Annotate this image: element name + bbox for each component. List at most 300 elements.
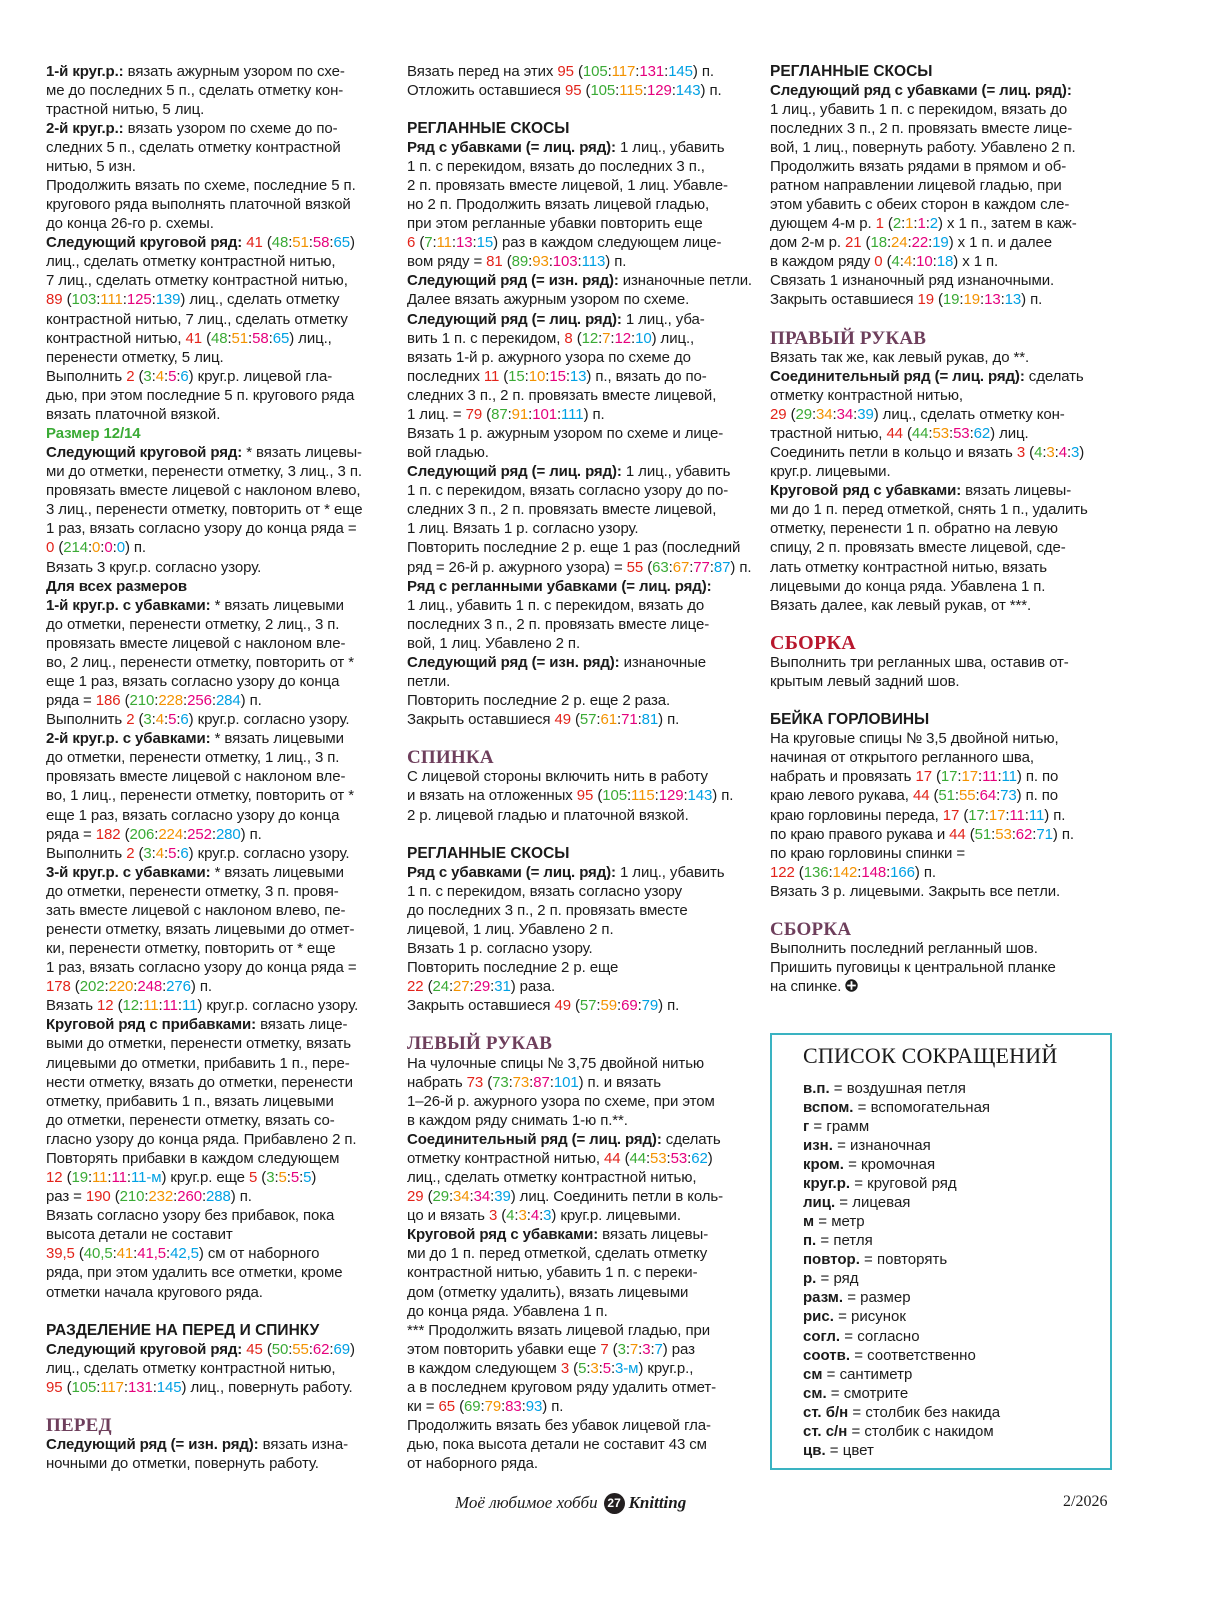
- size-value-2: 214: [63, 539, 88, 557]
- size-value-5: 10: [635, 329, 652, 347]
- text-line: [407, 939, 752, 958]
- line-content: [770, 443, 1084, 462]
- section-heading: [407, 1034, 752, 1053]
- size-value-3: 228: [158, 692, 184, 710]
- size-value-3: 27: [453, 978, 470, 996]
- size-close-paren: ): [583, 405, 589, 423]
- text-run: 1 лиц., убавить 1 п. с перекидом, вязать до: [770, 100, 1068, 118]
- size-value-1: 2: [126, 367, 135, 385]
- size-separator: :: [469, 1188, 474, 1206]
- text-run: лиц., сделать отметку: [185, 291, 340, 309]
- abbreviation-definition: петля: [833, 1232, 873, 1250]
- text-line: [46, 1340, 390, 1359]
- abbreviation-separator: =: [816, 1270, 834, 1288]
- text-line: [46, 920, 390, 939]
- size-value-2: 12: [122, 997, 139, 1015]
- size-value-4: 12: [614, 329, 631, 347]
- size-separator: :: [472, 234, 477, 252]
- abbreviation-definition: вспомогательная: [870, 1098, 991, 1116]
- size-close-paren: ): [707, 1149, 713, 1167]
- line-content: [770, 481, 1071, 500]
- text-run: гласно узору до конца ряда. Прибавлено 2 п.: [46, 1130, 357, 1148]
- size-separator: :: [654, 787, 659, 805]
- line-content: [407, 1130, 721, 1149]
- text-run: вой, 1 лиц. Убавлено 2 п.: [407, 634, 581, 652]
- size-separator: :: [668, 558, 673, 576]
- size-value-2: 63: [652, 558, 669, 576]
- size-values: [577, 787, 717, 804]
- line-content: [46, 271, 348, 290]
- size-value-5: 113: [581, 253, 606, 271]
- size-value-5: 280: [215, 825, 241, 843]
- text-line: [46, 500, 390, 519]
- text-line: [407, 1340, 752, 1359]
- size-separator: :: [913, 215, 918, 233]
- text-run: до конца ряда. Убавлена 1 п.: [407, 1302, 608, 1320]
- text-line: [770, 672, 1112, 691]
- size-separator: :: [857, 863, 862, 881]
- section-heading: [770, 710, 1112, 729]
- text-run: п.: [1049, 806, 1066, 824]
- size-separator: :: [907, 234, 912, 252]
- text-line: [407, 1454, 752, 1473]
- text-line: [407, 1187, 752, 1206]
- line-content: [770, 119, 1072, 138]
- size-open-paren: (: [482, 405, 492, 423]
- size-value-4: 125: [126, 291, 152, 309]
- text-line: [407, 577, 752, 596]
- abbreviation-definition: сантиметр: [839, 1365, 913, 1383]
- size-value-3: 51: [231, 329, 249, 347]
- size-separator: :: [959, 291, 964, 309]
- size-separator: :: [164, 367, 169, 385]
- line-content: [770, 958, 1056, 977]
- size-open-paren: (: [455, 1397, 465, 1415]
- text-line: [46, 1054, 390, 1073]
- text-run: Вязать: [46, 997, 98, 1015]
- abbreviation-term: цв.: [803, 1441, 826, 1459]
- abbreviation-term: круг.р.: [803, 1174, 851, 1192]
- size-separator: :: [151, 367, 156, 385]
- text-line: [46, 386, 390, 405]
- text-run: Повторить последние 2 р. еще: [407, 959, 619, 977]
- line-content: [46, 767, 345, 786]
- size-separator: :: [526, 1207, 531, 1225]
- size-separator: :: [286, 1169, 291, 1187]
- text-run: еще 1 раз, вязать согласно узору до конца: [46, 806, 340, 824]
- text-run: 1–26-й р. ажурного узора по схеме, при этом: [407, 1092, 715, 1110]
- size-close-paren: ): [1079, 444, 1085, 462]
- size-separator: :: [201, 1188, 207, 1206]
- line-content: [407, 1378, 716, 1397]
- size-value-1: 41: [246, 234, 263, 252]
- text-line: [407, 1283, 752, 1302]
- abbreviation-item: [803, 1212, 1103, 1231]
- size-value-5: 101: [553, 1073, 579, 1091]
- line-content: [407, 519, 639, 538]
- text-line: [407, 1397, 752, 1416]
- abbreviation-item: [803, 1403, 1103, 1422]
- size-separator: :: [637, 711, 642, 729]
- text-run: зать вместе лицевой с наклоном влево, пе-: [46, 901, 346, 919]
- size-open-paren: (: [572, 329, 582, 347]
- text-line: [46, 1359, 390, 1378]
- text-run: п.: [195, 978, 212, 996]
- text-line: [770, 558, 1112, 577]
- text-line: [407, 62, 752, 81]
- text-run: ки, перенести отметку, повторить от * еще: [46, 940, 336, 958]
- size-open-paren: (: [882, 253, 892, 271]
- size-separator: :: [1000, 291, 1005, 309]
- size-value-2: 48: [210, 329, 228, 347]
- text-run: ки =: [407, 1397, 439, 1415]
- size-value-4: 22: [911, 234, 929, 252]
- bold-label: Следующий ряд (= лиц. ряд):: [407, 310, 622, 328]
- line-content: [770, 653, 1069, 672]
- size-separator: :: [133, 1245, 138, 1263]
- line-content: [407, 443, 489, 462]
- size-value-5: 3: [543, 1207, 552, 1225]
- size-value-4: 13: [984, 291, 1001, 309]
- size-close-paren: ): [124, 539, 130, 557]
- abbreviation-term: разм.: [803, 1289, 844, 1307]
- text-line: [407, 672, 752, 691]
- abbreviation-separator: =: [850, 1346, 868, 1364]
- text-line: [46, 901, 390, 920]
- size-value-4: 11: [982, 768, 998, 786]
- text-line: [407, 424, 752, 443]
- abbreviation-separator: =: [853, 1098, 871, 1116]
- left-column: [46, 62, 390, 1474]
- text-line: [770, 367, 1112, 386]
- text-line: [407, 519, 752, 538]
- text-line: [407, 1321, 752, 1340]
- size-separator: :: [980, 291, 985, 309]
- size-value-2: 73: [492, 1073, 509, 1091]
- text-run: х 1 п.: [958, 253, 999, 271]
- size-value-3: 0: [92, 539, 101, 557]
- size-value-1: 44: [604, 1149, 621, 1167]
- text-line: [407, 596, 752, 615]
- size-separator: :: [529, 1073, 534, 1091]
- size-value-3: 61: [600, 711, 617, 729]
- text-run: вом ряду =: [407, 253, 487, 271]
- size-value-5: 62: [973, 424, 991, 442]
- text-line: [407, 462, 752, 481]
- text-line: [46, 329, 390, 348]
- abbreviation-separator: =: [843, 1155, 862, 1173]
- size-value-2: 29: [432, 1188, 449, 1206]
- size-separator: :: [545, 367, 550, 385]
- line-content: [46, 958, 356, 977]
- abbreviation-item: [803, 1346, 1103, 1365]
- text-line: [46, 233, 390, 252]
- text-run: вязать ажурным узором по схе-: [123, 62, 345, 80]
- size-value-2: 19: [71, 1169, 88, 1187]
- text-line: [46, 767, 390, 786]
- abbreviation-item: [803, 1193, 1103, 1212]
- text-line: [407, 252, 752, 271]
- text-line: [407, 481, 752, 500]
- size-values: [439, 1398, 548, 1415]
- size-value-2: 17: [968, 806, 985, 824]
- size-separator: :: [948, 424, 954, 442]
- line-content: [770, 195, 1069, 214]
- size-separator: :: [596, 711, 601, 729]
- text-line: [407, 806, 752, 825]
- size-value-2: 3: [266, 1169, 275, 1187]
- text-line: [46, 1206, 390, 1225]
- size-value-1: 73: [466, 1073, 484, 1091]
- size-separator: :: [645, 1149, 651, 1167]
- size-separator: :: [598, 329, 603, 347]
- line-content: [407, 214, 703, 233]
- text-line: [770, 100, 1112, 119]
- size-value-1: 6: [407, 234, 416, 252]
- abbreviation-definition: столбик без накида: [865, 1403, 1001, 1421]
- text-run: х 1 п., затем в каж-: [942, 215, 1077, 233]
- line-content: [46, 519, 356, 538]
- line-content: [46, 691, 262, 710]
- text-run: в каждом ряду: [770, 253, 875, 271]
- size-value-1: 190: [85, 1188, 111, 1206]
- size-value-5: 6: [180, 844, 189, 862]
- text-run: *** Продолжить вязать лицевой гладью, при: [407, 1321, 710, 1339]
- size-separator: :: [490, 978, 495, 996]
- size-value-1: 0: [46, 539, 55, 557]
- size-separator: :: [177, 997, 182, 1015]
- size-values: [554, 711, 663, 728]
- size-values: [46, 978, 196, 995]
- size-values: [845, 234, 954, 251]
- heading-text: РЕГЛАННЫЕ СКОСЫ: [407, 844, 570, 862]
- size-value-2: 17: [940, 768, 958, 786]
- bold-label: Следующий ряд (= изн. ряд):: [407, 653, 620, 671]
- footer-brand: [455, 1491, 686, 1515]
- line-content: [407, 767, 708, 786]
- text-run: х 1 п. и далее: [953, 234, 1052, 252]
- size-separator: :: [164, 844, 169, 862]
- size-close-paren: ): [198, 1245, 204, 1263]
- line-content: [770, 367, 1084, 386]
- size-separator: :: [1024, 806, 1029, 824]
- text-line: [407, 1302, 752, 1321]
- text-run: п.: [245, 692, 262, 710]
- text-line: [46, 1378, 390, 1397]
- text-run: провязать вместе лицевой с наклоном вле-: [46, 768, 346, 786]
- text-run: провязать вместе лицевой с наклоном вле-: [46, 634, 346, 652]
- size-value-2: 12: [581, 329, 599, 347]
- size-value-4: 15: [549, 367, 566, 385]
- size-value-2: 105: [602, 787, 627, 805]
- size-separator: :: [173, 1188, 178, 1206]
- size-values: [407, 978, 516, 995]
- line-content: [46, 329, 332, 348]
- size-value-2: 50: [271, 1340, 289, 1358]
- size-close-paren: ): [188, 367, 194, 385]
- line-content: [407, 329, 694, 348]
- size-heading: [46, 424, 390, 443]
- size-separator: :: [144, 1188, 149, 1206]
- blank-line: [770, 615, 1112, 634]
- line-content: [407, 1092, 715, 1111]
- size-values: [86, 1188, 236, 1205]
- size-close-paren: ): [700, 81, 706, 99]
- size-value-1: 7: [600, 1340, 609, 1358]
- size-value-2: 87: [491, 405, 508, 423]
- text-run: контрастной нитью,: [46, 329, 186, 347]
- size-separator: :: [96, 291, 101, 309]
- text-run: до последних 3 п., 2 п. провязать вместе: [407, 901, 688, 919]
- size-values: [246, 1341, 355, 1358]
- text-run: Далее вязать ажурным узором по схеме.: [407, 291, 690, 309]
- text-run: по краю горловины спинки =: [770, 844, 966, 862]
- size-value-5: 7: [654, 1340, 663, 1358]
- text-run: п. по: [1021, 768, 1059, 786]
- size-open-paren: (: [62, 1378, 72, 1396]
- text-line: [46, 214, 390, 233]
- text-run: цо и вязать: [407, 1207, 489, 1225]
- size-value-5: 15: [476, 234, 494, 252]
- size-value-1: 44: [949, 825, 966, 843]
- size-value-5: 6: [180, 367, 189, 385]
- text-run: лиц., сделать отметку кон-: [878, 405, 1065, 423]
- line-content: [407, 348, 691, 367]
- text-run: 2 р. лицевой гладью и платочной вязкой.: [407, 806, 689, 824]
- line-content: [46, 1435, 348, 1454]
- text-line: [770, 176, 1112, 195]
- size-value-4: 103: [552, 253, 578, 271]
- size-value-4: 77: [693, 558, 710, 576]
- text-run: Соединить петли в кольцо и вязать: [770, 444, 1017, 462]
- text-run: по краю правого рукава и: [770, 825, 950, 843]
- line-content: [407, 863, 725, 882]
- text-run: ренести отметку, вязать лицевыми до отмет-: [46, 921, 355, 939]
- text-run: вязать платочной вязкой.: [46, 405, 221, 423]
- size-value-3: 93: [532, 253, 549, 271]
- text-line: [770, 462, 1112, 481]
- line-content: [46, 901, 345, 920]
- line-content: [407, 1206, 681, 1225]
- text-line: [407, 348, 752, 367]
- size-value-3: 24: [891, 234, 908, 252]
- text-line: [46, 1149, 390, 1168]
- bold-label: Для всех размеров: [46, 577, 188, 595]
- size-separator: :: [626, 787, 632, 805]
- line-content: [46, 1168, 316, 1187]
- size-open-paren: (: [965, 825, 975, 843]
- text-run: лицевыми до отметки, прибавить 1 п., пере-: [46, 1054, 350, 1072]
- line-content: [770, 462, 891, 481]
- text-run: Выполнить: [46, 844, 127, 862]
- line-content: [46, 119, 338, 138]
- text-line: [407, 367, 752, 386]
- line-content: [407, 81, 722, 100]
- size-values: [96, 692, 246, 709]
- line-content: [407, 615, 709, 634]
- size-open-paren: (: [134, 367, 144, 385]
- size-value-1: 95: [46, 1378, 63, 1396]
- size-separator: :: [87, 1169, 93, 1187]
- text-line: [46, 1073, 390, 1092]
- size-separator: :: [549, 1073, 554, 1091]
- text-run: На круговые спицы № 3,5 двойной нитью,: [770, 730, 1059, 748]
- line-content: [770, 405, 1065, 424]
- abbreviation-item: [803, 1231, 1103, 1250]
- brand-name: Knitting: [628, 1493, 687, 1512]
- text-run: лиц., сделать отметку контрастной нитью,: [46, 1359, 336, 1377]
- line-content: [46, 825, 262, 844]
- size-value-3: 53: [932, 424, 949, 442]
- size-value-4: 129: [646, 81, 672, 99]
- size-value-5: 143: [687, 787, 713, 805]
- size-value-5: 13: [1004, 291, 1022, 309]
- size-value-4: 5: [168, 844, 177, 862]
- size-separator: :: [268, 329, 273, 347]
- text-line: [46, 538, 390, 557]
- bold-label: Круговой ряд с прибавками:: [46, 1016, 257, 1034]
- abbreviation-separator: =: [848, 1403, 866, 1421]
- line-content: [46, 920, 354, 939]
- abbreviation-term: вспом.: [803, 1098, 854, 1116]
- abbreviation-item: [803, 1136, 1103, 1155]
- line-content: [46, 1034, 351, 1053]
- text-line: [46, 577, 390, 596]
- text-line: [46, 786, 390, 805]
- size-value-2: 3: [143, 711, 152, 729]
- line-content: [46, 405, 220, 424]
- text-run: круг.р. еще: [166, 1169, 249, 1187]
- line-content: [46, 558, 261, 577]
- bold-label: Следующий круговой ряд:: [46, 234, 243, 252]
- line-content: [770, 138, 1076, 157]
- text-line: [46, 1263, 390, 1282]
- text-run: а в последнем круговом ряду удалить отмет-: [407, 1378, 717, 1396]
- line-content: [407, 310, 705, 329]
- size-separator: :: [227, 329, 232, 347]
- line-content: [407, 1244, 707, 1263]
- line-content: [407, 653, 706, 672]
- size-separator: :: [556, 405, 562, 423]
- size-value-1: 81: [486, 253, 503, 271]
- abbreviation-definition: лицевая: [852, 1193, 911, 1211]
- size-value-3: 4: [155, 844, 164, 862]
- size-value-2: 105: [71, 1378, 97, 1396]
- text-run: круг.р. согласно узору.: [193, 844, 350, 862]
- text-run: * вязать лицевыми: [210, 730, 344, 748]
- text-line: [46, 176, 390, 195]
- text-line: [407, 767, 752, 786]
- size-separator: :: [991, 825, 996, 843]
- size-value-4: 29: [473, 978, 491, 996]
- abbreviation-item: [803, 1155, 1103, 1174]
- abbreviation-definition: кромочная: [861, 1155, 936, 1173]
- size-open-paren: (: [883, 215, 893, 233]
- text-run: ряда, при этом удалить все отметки, кроме: [46, 1264, 343, 1282]
- text-line: [770, 386, 1112, 405]
- text-run: раз =: [46, 1188, 86, 1206]
- size-value-4: 131: [127, 1378, 153, 1396]
- line-content: [407, 138, 725, 157]
- text-line: [407, 405, 752, 424]
- size-value-4: 11: [162, 997, 178, 1015]
- text-line: [770, 806, 1112, 825]
- size-close-paren: ): [914, 863, 920, 881]
- size-open-paren: (: [570, 711, 580, 729]
- text-line: [770, 519, 1112, 538]
- text-line: [407, 1435, 752, 1454]
- size-separator: :: [507, 405, 512, 423]
